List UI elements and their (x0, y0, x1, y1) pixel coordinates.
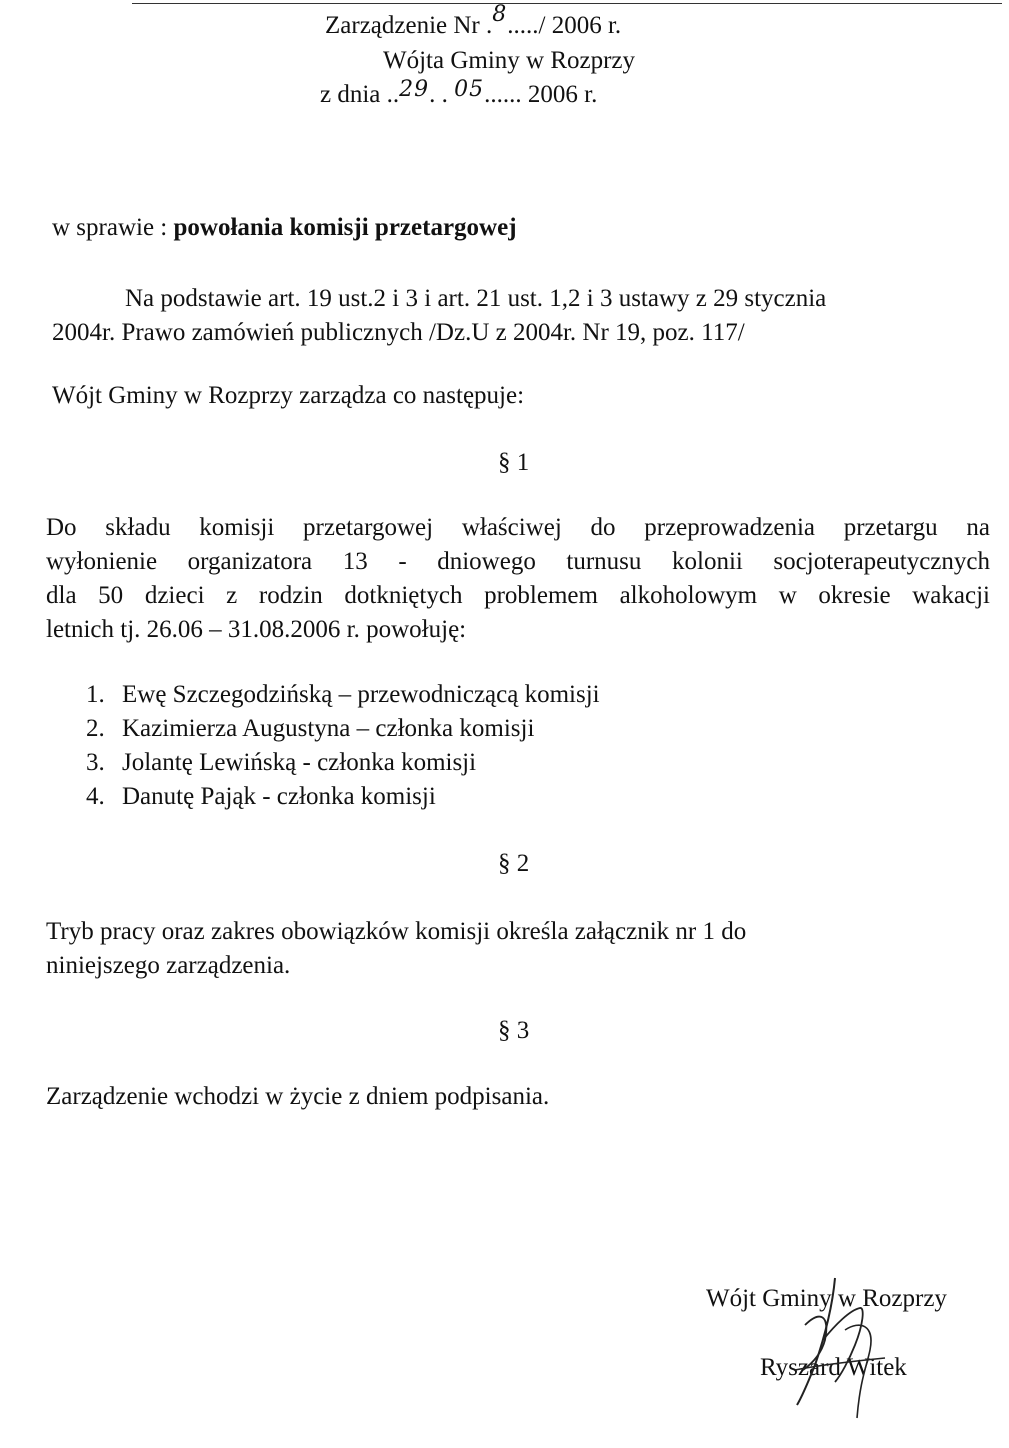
section-1-line-3: dla 50 dzieci z rodzin dotkniętych problemem alkoholowym w okresie wakacji (46, 582, 990, 609)
legal-basis-line-2: 2004r. Prawo zamówień publicznych /Dz.U z 2004r. Nr 19, poz. 117/ (52, 319, 745, 346)
subject-text: powołania komisji przetargowej (173, 214, 517, 241)
section-1-line-1: Do składu komisji przetargowej właściwej do przeprowadzenia przetargu na (46, 514, 990, 541)
decree-title-suffix: ...../ 2006 r. (507, 12, 622, 39)
decree-authority: Wójta Gminy w Rozprzy (383, 47, 636, 74)
list-item-text: Danutę Pająk - członka komisji (122, 783, 436, 810)
section-2-line-1: Tryb pracy oraz zakres obowiązków komisji określa załącznik nr 1 do (46, 918, 747, 945)
section-1-line-2: wyłonienie organizatora 13 - dniowego turnusu kolonii socjoterapeutycznych (46, 548, 990, 575)
list-item-number: 4. (86, 783, 105, 810)
list-item-number: 3. (86, 749, 105, 776)
section-1-mark: § 1 (498, 449, 530, 476)
handwritten-signature (775, 1270, 895, 1420)
list-item-text: Kazimierza Augustyna – członka komisji (122, 715, 535, 742)
decree-number-handwritten: 8 (492, 2, 508, 27)
date-separator: . (429, 81, 436, 108)
list-item (86, 715, 534, 743)
subject-line (52, 214, 517, 242)
list-item-number: 1. (86, 681, 105, 708)
list-item-text: Ewę Szczegodzińską – przewodniczącą komisji (122, 681, 600, 708)
top-rule (132, 3, 1002, 4)
list-item-number: 2. (86, 715, 105, 742)
list-item (86, 783, 436, 811)
subject-label: w sprawie : (52, 214, 174, 241)
section-1-line-4: letnich tj. 26.06 – 31.08.2006 r. powołuję: (46, 616, 467, 643)
date-month-handwritten: 05 (454, 77, 485, 102)
signature-name: Ryszard Witek (760, 1354, 907, 1381)
list-item (86, 681, 600, 709)
list-item-text: Jolantę Lewińską - członka komisji (122, 749, 477, 776)
decree-title (325, 2, 622, 40)
decree-date: z dnia ..29. . 05...... 2006 r. (320, 77, 598, 108)
decree-title-prefix: Zarządzenie Nr . (325, 12, 493, 39)
date-suffix: ...... 2006 r. (484, 81, 598, 108)
legal-basis-line-1: Na podstawie art. 19 ust.2 i 3 i art. 21 ust. 1,2 i 3 ustawy z 29 stycznia (125, 285, 827, 312)
decree-intro: Wójt Gminy w Rozprzy zarządza co następuje: (52, 382, 525, 409)
list-item (86, 749, 476, 777)
section-2-line-2: niniejszego zarządzenia. (46, 952, 291, 979)
date-day-handwritten: 29 (399, 77, 430, 102)
section-3-text: Zarządzenie wchodzi w życie z dniem podpisania. (46, 1083, 550, 1110)
signature-position: Wójt Gminy w Rozprzy (706, 1285, 947, 1312)
date-prefix: z dnia .. (320, 81, 400, 108)
section-2-mark: § 2 (498, 850, 530, 877)
section-3-mark: § 3 (498, 1017, 530, 1044)
